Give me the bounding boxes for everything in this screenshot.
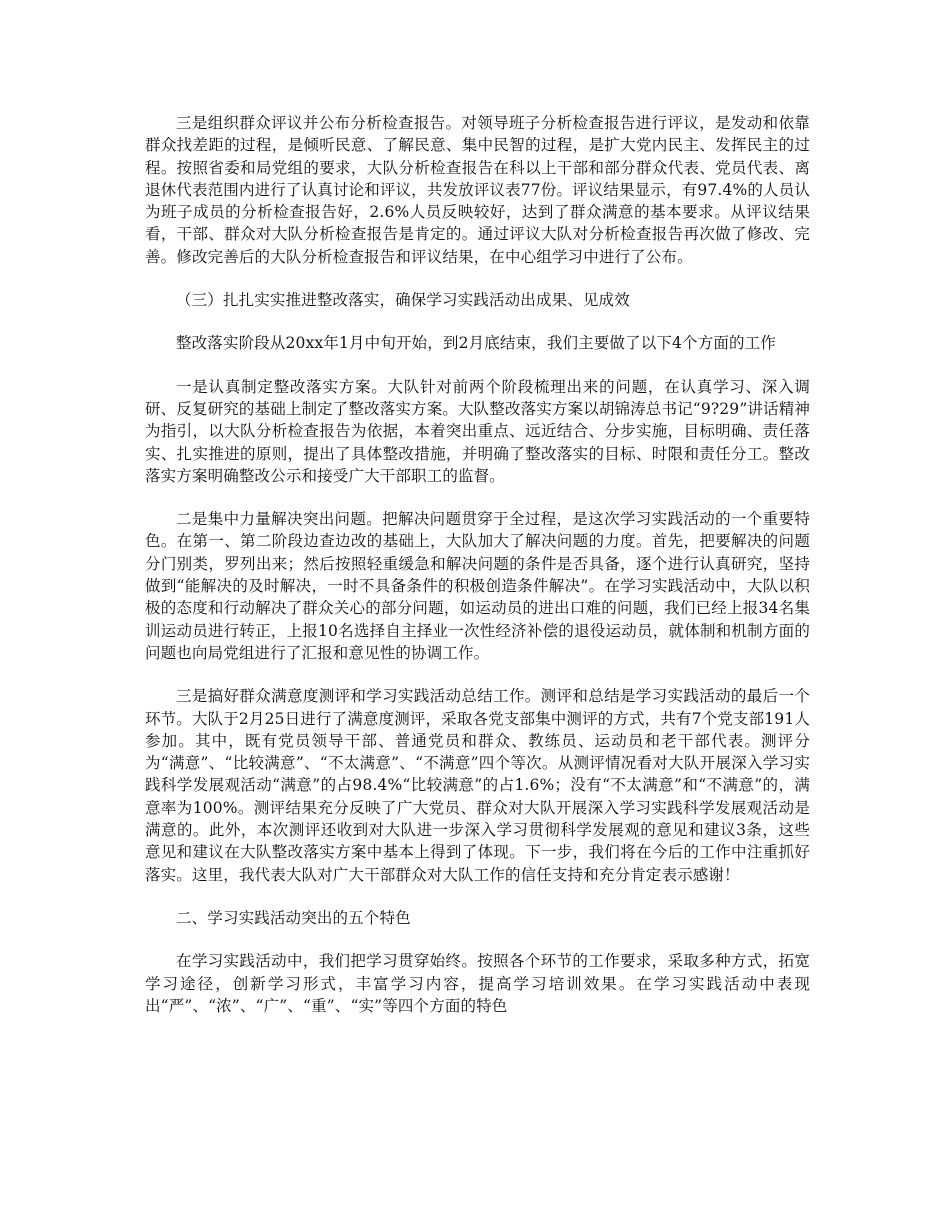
paragraph-gap <box>145 311 810 332</box>
paragraph-rectification-stage: 整改落实阶段从20xx年1月中旬开始，到2月底结束，我们主要做了以下4个方面的工作 <box>176 334 776 353</box>
paragraph-gap <box>145 929 810 950</box>
paragraph-rectification-plan: 一是认真制定整改落实方案。大队针对前两个阶段梳理出来的问题，在认真学习、深入调研、反复研究的基础上制定了整改落实方案。大队整改落实方案以胡锦涛总书记“9?29”讲话精神为指引，以大队分析检查报告为依据，本着突出重点、远近结合、分步实施，目标明确、责任落实、扎实推进的原则，提出了具体整改措施，并明确了整改落实的目标、时限和责任分工。整改落实方案明确整改公示和接受广大干部职工的监督。 <box>145 377 810 485</box>
paragraph-gap <box>145 664 810 685</box>
section-heading-five-features: 二、学习实践活动突出的五个特色 <box>176 908 411 927</box>
paragraph-learning-features: 在学习实践活动中，我们把学习贯穿始终。按照各个环节的工作要求，采取多种方式，拓宽学习途径，创新学习形式，丰富学习内容，提高学习培训效果。在学习实践活动中表现出“严”、“浓”、“广”、“重”、“实”等四个方面的特色 <box>145 952 810 1015</box>
section-heading-rectification: （三）扎扎实实推进整改落实，确保学习实践活动出成果、见成效 <box>176 291 630 310</box>
paragraph-solve-problems: 二是集中力量解决突出问题。把解决问题贯穿于全过程，是这次学习实践活动的一个重要特色。在第一、第二阶段边查边改的基础上，大队加大了解决问题的力度。首先，把要解决的问题分门别类，罗列出来；然后按照轻重缓急和解决问题的条件是否具备，逐个进行认真研究，坚持做到“能解决的及时解决，一时不具备条件的积极创造条件解决”。在学习实践活动中，大队以积极的态度和行动解决了群众关心的部分问题，如运动员的进出口难的问题，我们已经上报34名集训运动员进行转正，上报10名选择自主择业一次性经济补偿的退役运动员，就体制和机制方面的问题也向局党组进行了汇报和意见性的协调工作。 <box>145 510 810 662</box>
paragraph-gap <box>145 355 810 376</box>
paragraph-public-review: 三是组织群众评议并公布分析检查报告。对领导班子分析检查报告进行评议，是发动和依靠群众找差距的过程，是倾听民意、了解民意、集中民智的过程，是扩大党内民主、发挥民主的过程。按照省委和局党组的要求，大队分析检查报告在科以上干部和部分群众代表、党员代表、离退休代表范围内进行了认真讨论和评议，共发放评议表77份。评议结果显示，有97.4%的人员认为班子成员的分析检查报告好，2.6%人员反映较好，达到了群众满意的基本要求。从评议结果看，干部、群众对大队分析检查报告是肯定的。通过评议大队对分析检查报告再次做了修改、完善。修改完善后的大队分析检查报告和评议结果，在中心组学习中进行了公布。 <box>145 114 810 266</box>
document-body <box>145 112 810 1017</box>
paragraph-gap <box>145 487 810 508</box>
paragraph-gap <box>145 268 810 289</box>
paragraph-satisfaction-survey: 三是搞好群众满意度测评和学习实践活动总结工作。测评和总结是学习实践活动的最后一个环节。大队于2月25日进行了满意度测评，采取各党支部集中测评的方式，共有7个党支部191人参加。其中，既有党员领导干部、普通党员和群众、教练员、运动员和老干部代表。测评分为“满意”、“比较满意”、“不太满意”、“不满意”四个等次。从测评情况看对大队开展深入学习实践科学发展观活动“满意”的占98.4%“比较满意”的占1.6%；没有“不太满意”和“不满意”的，满意率为100%。测评结果充分反映了广大党员、群众对大队开展深入学习实践科学发展观活动是满意的。此外，本次测评还收到对大队进一步深入学习贯彻科学发展观的意见和建议3条，这些意见和建议在大队整改落实方案中基本上得到了体现。下一步，我们将在今后的工作中注重抓好落实。这里，我代表大队对广大干部群众对大队工作的信任支持和充分肯定表示感谢！ <box>145 687 810 884</box>
paragraph-gap <box>145 886 810 907</box>
